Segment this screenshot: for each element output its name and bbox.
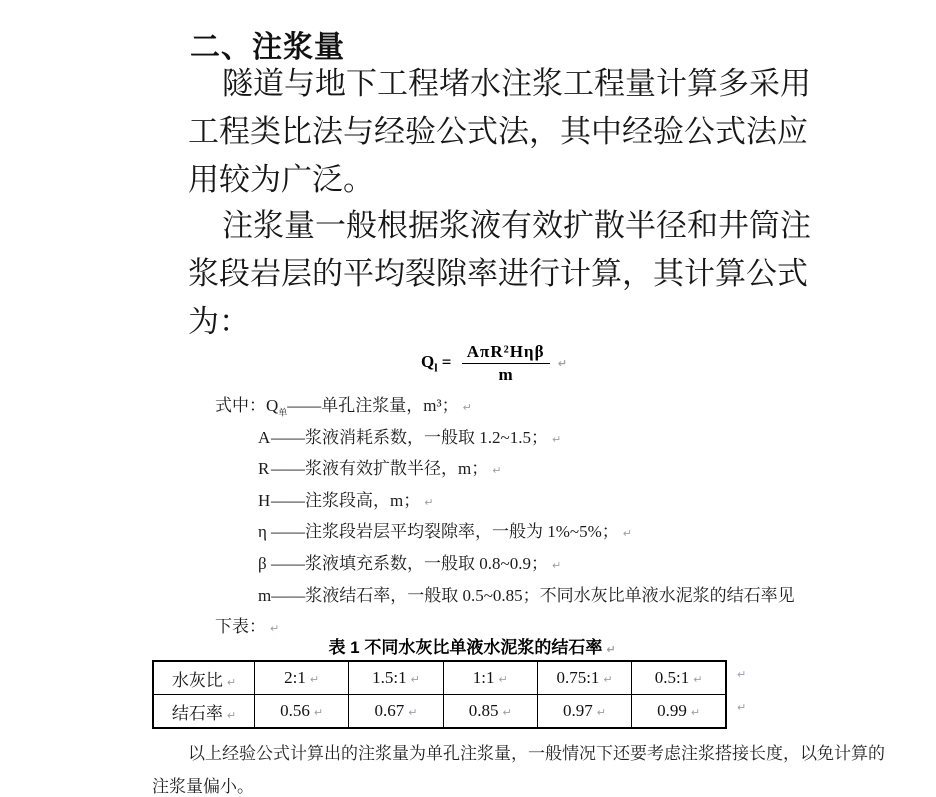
formula-lhs: $Q_l$ [420,352,438,375]
table-cell: 0.5:1 ↵ [632,661,726,695]
return-mark-icon: ↵ [690,706,701,719]
symbol-definition-list [215,390,795,643]
return-mark-icon: ↵ [622,527,632,541]
symbol: m [258,585,272,605]
formula-fraction [462,342,550,385]
table-cell: 1.5:1 ↵ [349,661,443,695]
grout-stone-rate-table [152,660,727,729]
table-cell: 0.56 ↵ [255,695,349,729]
return-mark-icon: ↵ [410,673,420,686]
table-cell: 0.75:1 ↵ [537,661,631,695]
definition-line [215,422,795,454]
return-mark-icon: ↵ [270,622,280,636]
table-cell: 2:1 ↵ [255,661,349,695]
paragraph-method: 注浆量一般根据浆液有效扩散半径和井筒注浆段岩层的平均裂隙率进行计算，其计算公式为： [188,208,811,339]
continuation-line: 下表： ↵ [215,617,280,637]
definition-text: ——注浆段高，m； [271,490,421,510]
definition-line [215,390,795,422]
return-mark-icon: ↵ [498,673,508,686]
table-caption: 表 1 不同水灰比单液水泥浆的结石率 ↵ [328,638,616,657]
definition-text: ——浆液结石率，一般取 0.5~0.85；不同水灰比单液水泥浆的结石率见 [271,585,795,605]
table-header-cell: 结石率 ↵ [153,695,255,729]
return-mark-icon: ↵ [551,432,562,446]
table-row [153,661,726,695]
symbol: A [258,427,271,447]
symbol: H [258,490,271,510]
definition-text: ——注浆段岩层平均裂隙率，一般为 1%~5%； [271,522,619,542]
return-mark-icon: ↵ [492,464,502,478]
definition-line [215,453,795,485]
definition-line [215,548,795,580]
formula-block [188,342,828,385]
definition-text: ——浆液消耗系数，一般取 1.2~1.5； [271,427,548,447]
return-mark-icon: ↵ [737,668,747,681]
return-mark-icon: ↵ [557,357,568,371]
return-mark-icon: ↵ [313,706,324,719]
return-mark-icon: ↵ [462,401,472,414]
where-label: 式中： [215,396,266,415]
return-mark-icon: ↵ [603,673,613,686]
table-cell: 0.85 ↵ [443,695,537,729]
return-mark-icon: ↵ [502,706,512,719]
table-cell: 0.97 ↵ [537,695,631,729]
definition-text: ——浆液填充系数，一般取 0.8~0.9； [271,553,548,573]
section-title: 二、注浆量 [190,31,345,64]
return-mark-icon: ↵ [309,673,320,686]
paragraph-note: 以上经验公式计算出的注浆量为单孔注浆量，一般情况下还要考虑注浆搭接长度，以免计算的注浆量偏小。 [152,744,885,796]
return-mark-icon: ↵ [424,495,434,509]
return-mark-icon: ↵ [226,708,237,722]
return-mark-icon: ↵ [226,675,237,689]
definition-text: ——单孔注浆量，m³； [287,396,459,415]
symbol: β [258,553,267,573]
return-mark-icon: ↵ [596,706,607,719]
table-cell: 0.67 ↵ [349,695,443,729]
return-mark-icon: ↵ [737,701,747,714]
grouting-quantity-formula [421,342,567,385]
table-cell: 1:1 ↵ [443,661,537,695]
return-mark-icon: ↵ [551,558,562,572]
formula-numerator: AπR²Hηβ [462,342,550,364]
formula-denominator: m [498,365,513,384]
return-mark-icon: ↵ [693,673,703,686]
symbol: $Q_单$ [266,396,288,418]
table-row [153,695,726,729]
return-mark-icon: ↵ [606,643,616,656]
return-mark-icon: ↵ [408,706,418,719]
paragraph-intro: 隧道与地下工程堵水注浆工程量计算多采用工程类比法与经验公式法，其中经验公式法应用较为广泛。 [188,66,811,197]
symbol: R [258,459,270,479]
definition-line [215,580,795,612]
definition-line [215,485,795,517]
table-header-cell: 水灰比 ↵ [153,661,255,695]
definition-line [215,516,795,548]
symbol: η [258,522,267,542]
table-cell: 0.99 ↵ [632,695,726,729]
definition-text: ——浆液有效扩散半径，m； [271,459,489,479]
formula-equals: = [441,352,452,372]
